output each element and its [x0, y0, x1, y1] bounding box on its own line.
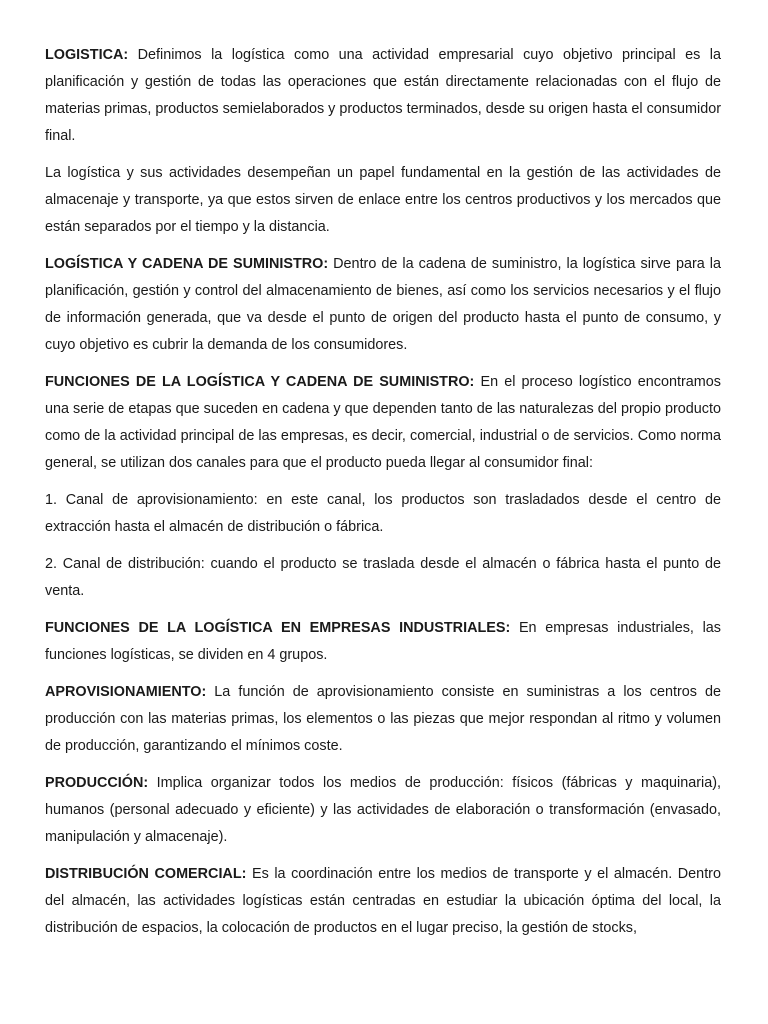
- paragraph-text: Definimos la logística como una actividad empresarial cuyo objetivo principal es la planificación y gestión de todas las operaciones que están directamente relacionadas con el flujo de materias primas, productos semielaborados y productos terminados, desde su origen hasta el consumidor final.: [45, 47, 721, 144]
- paragraph-text: 2. Canal de distribución: cuando el producto se traslada desde el almacén o fábrica hasta el punto de venta.: [45, 556, 721, 599]
- paragraph-funciones-cadena: [45, 369, 721, 477]
- paragraph-logistica: [45, 42, 721, 150]
- paragraph-heading: LOGÍSTICA Y CADENA DE SUMINISTRO:: [45, 256, 329, 272]
- paragraph-almacenaje-transporte: [45, 160, 721, 241]
- paragraph-heading: DISTRIBUCIÓN COMERCIAL:: [45, 866, 247, 882]
- paragraph-text: La logística y sus actividades desempeñan un papel fundamental en la gestión de las actividades de almacenaje y transporte, ya que estos sirven de enlace entre los centros productivos y los mercados que están separados por el tiempo y la distancia.: [45, 165, 721, 235]
- paragraph-produccion: [45, 770, 721, 851]
- paragraph-text: Es la coordinación entre los medios de transporte y el almacén. Dentro del almacén, las actividades logísticas están centradas en estudiar la ubicación óptima del local, la distribución de espacios, la colocación de productos en el lugar preciso, la gestión de stocks,: [45, 866, 721, 936]
- paragraph-empresas-industriales: [45, 615, 721, 669]
- paragraph-text: Implica organizar todos los medios de producción: físicos (fábricas y maquinaria), humanos (personal adecuado y eficiente) y las actividades de elaboración o transformación (envasado, manipulación y almacenaje).: [45, 775, 721, 845]
- paragraph-heading: PRODUCCIÓN:: [45, 775, 149, 791]
- document-page: [45, 42, 721, 942]
- paragraph-cadena-suministro: [45, 251, 721, 359]
- list-item-canal-aprovisionamiento: [45, 487, 721, 541]
- paragraph-text: Dentro de la cadena de suministro, la logística sirve para la planificación, gestión y control del almacenamiento de bienes, así como los servicios necesarios y el flujo de información generada, que va desde el punto de origen del producto hasta el punto de consumo, y cuyo objetivo es cubrir la demanda de los consumidores.: [45, 256, 721, 353]
- paragraph-text: En el proceso logístico encontramos una serie de etapas que suceden en cadena y que dependen tanto de las naturalezas del propio producto como de la actividad principal de las empresas, es decir, comercial, industrial o de servicios. Como norma general, se utilizan dos canales para que el producto pueda llegar al consumidor final:: [45, 374, 721, 471]
- list-item-canal-distribucion: [45, 551, 721, 605]
- paragraph-text: En empresas industriales, las funciones logísticas, se dividen en 4 grupos.: [45, 620, 721, 663]
- paragraph-aprovisionamiento: [45, 679, 721, 760]
- paragraph-heading: APROVISIONAMIENTO:: [45, 684, 207, 700]
- paragraph-heading: LOGISTICA:: [45, 47, 129, 63]
- paragraph-text: 1. Canal de aprovisionamiento: en este canal, los productos son trasladados desde el centro de extracción hasta el almacén de distribución o fábrica.: [45, 492, 721, 535]
- paragraph-distribucion-comercial: [45, 861, 721, 942]
- paragraph-heading: FUNCIONES DE LA LOGÍSTICA EN EMPRESAS INDUSTRIALES:: [45, 620, 511, 636]
- paragraph-text: La función de aprovisionamiento consiste en suministras a los centros de producción con las materias primas, los elementos o las piezas que mejor respondan al ritmo y volumen de producción, garantizando el mínimos coste.: [45, 684, 721, 754]
- paragraph-heading: FUNCIONES DE LA LOGÍSTICA Y CADENA DE SUMINISTRO:: [45, 374, 475, 390]
